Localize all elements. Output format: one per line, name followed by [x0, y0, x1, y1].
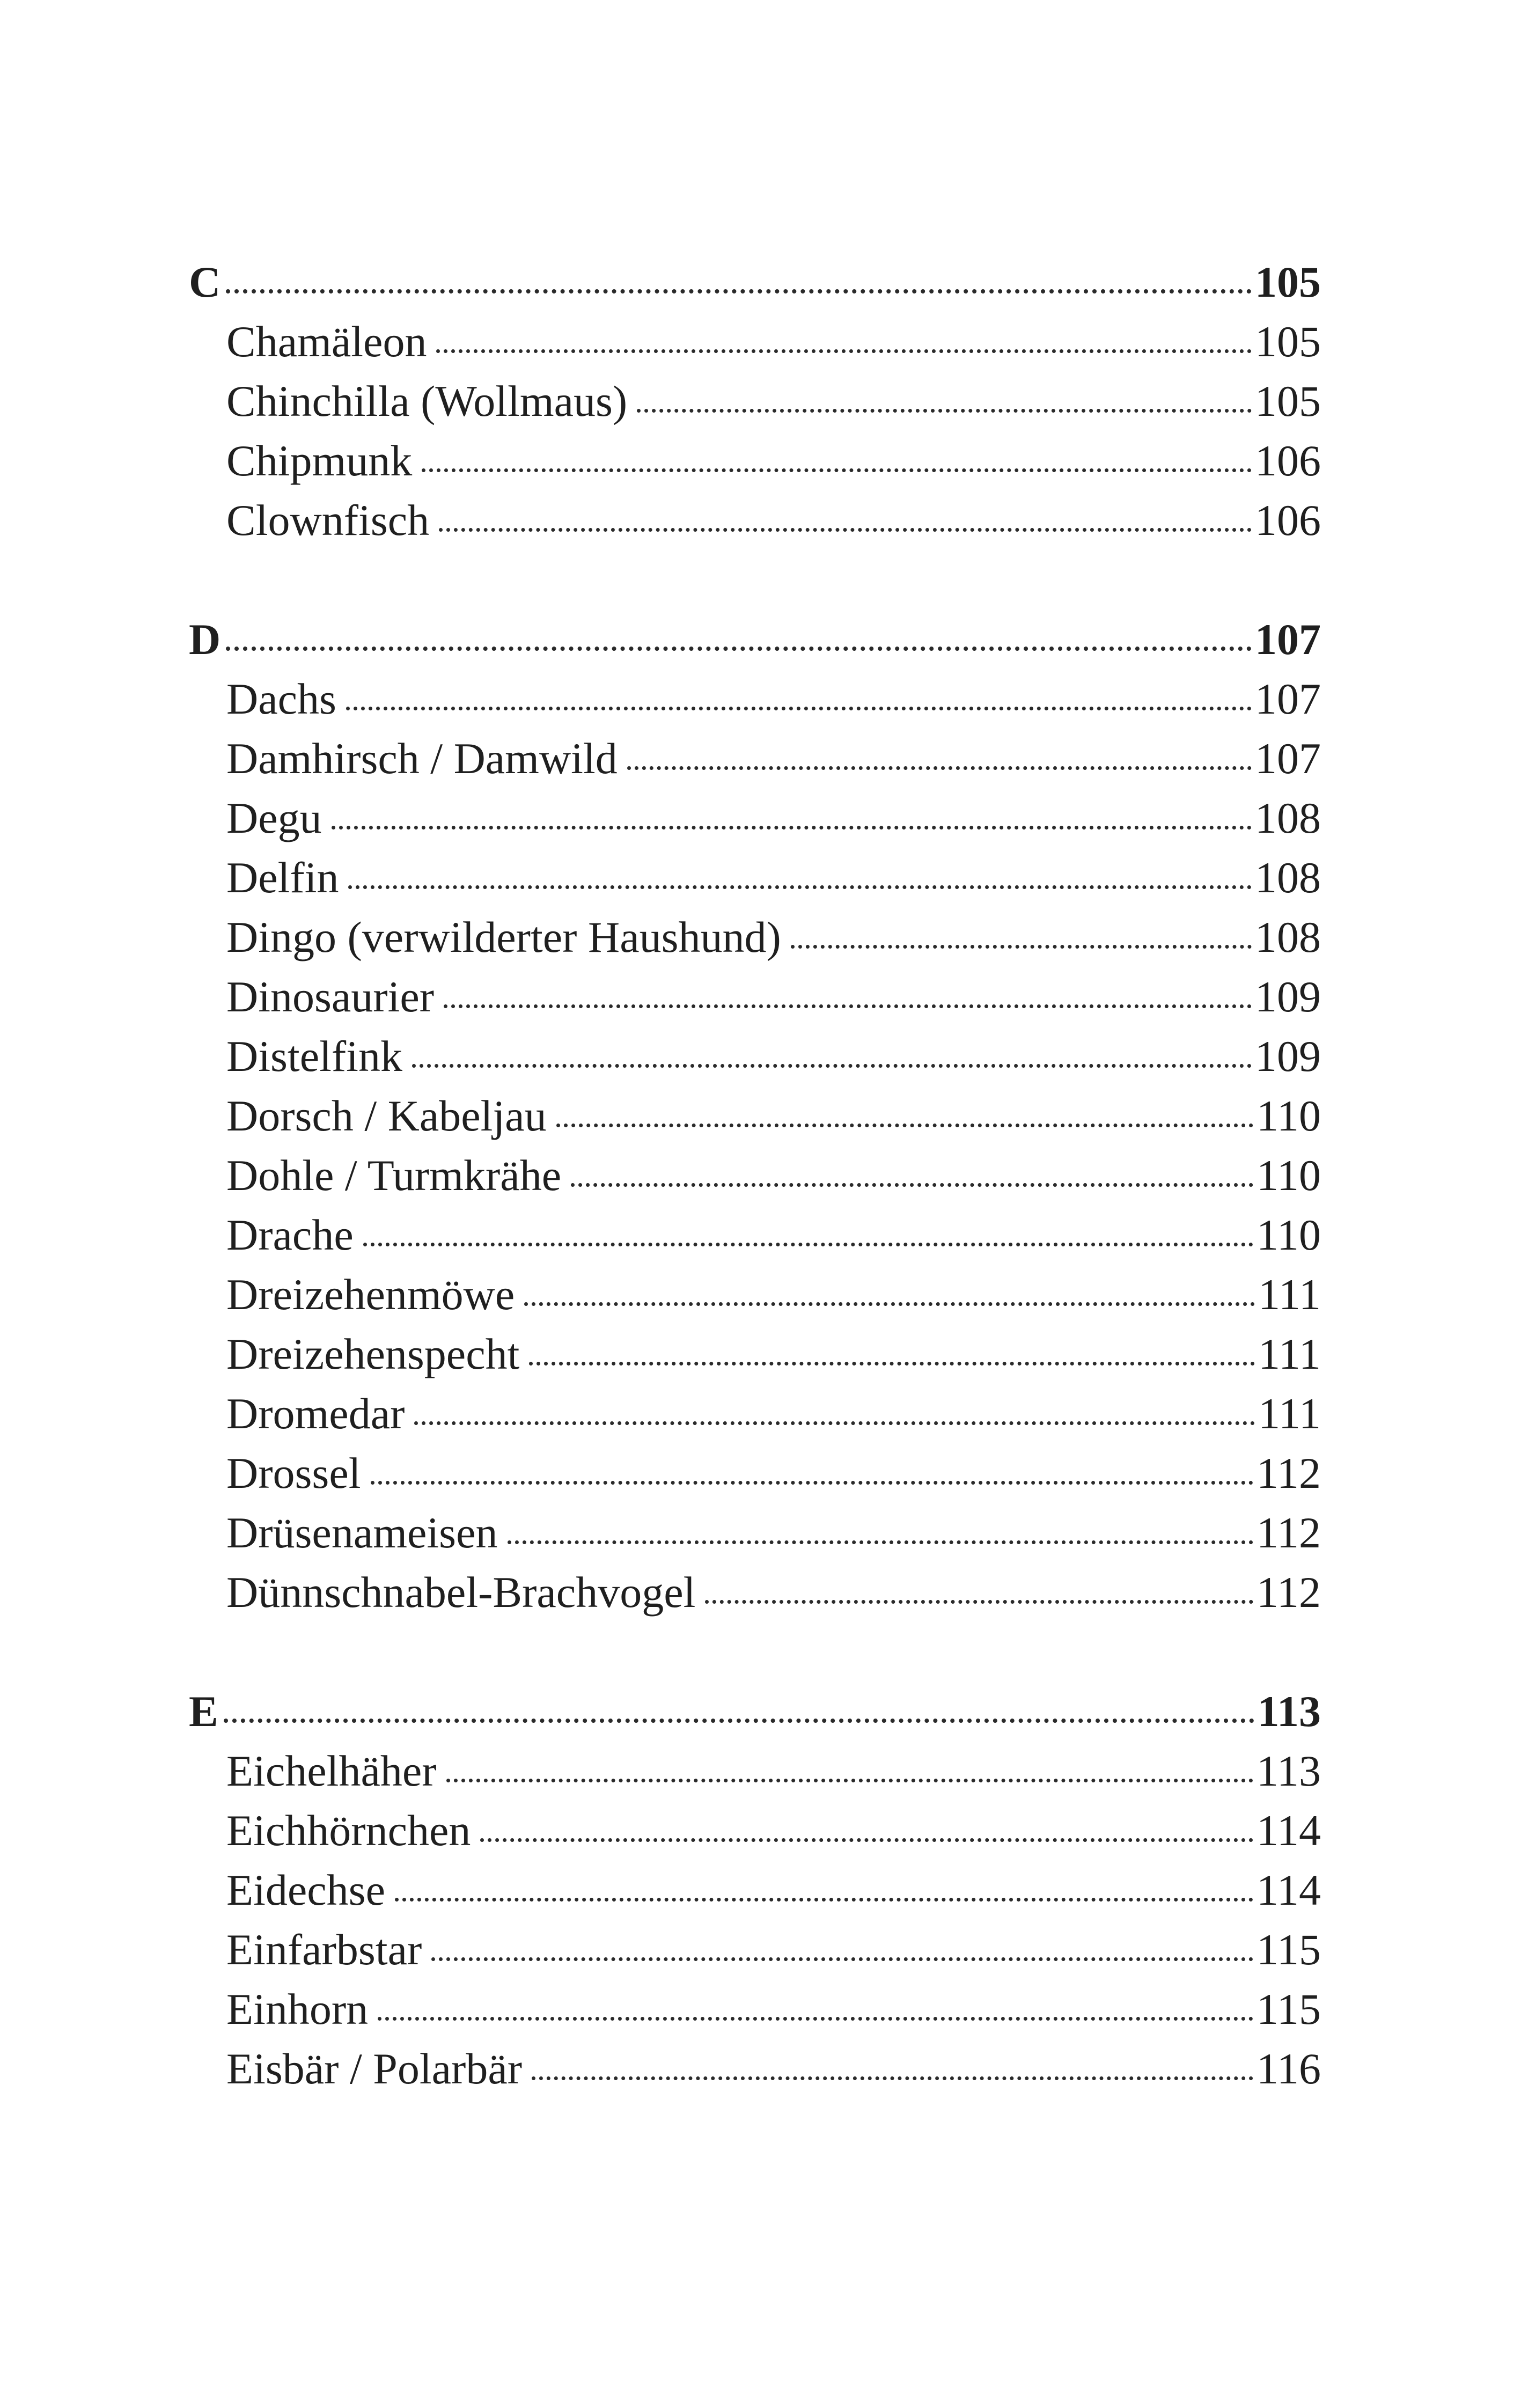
entry-label: Eichelhäher [226, 1746, 437, 1795]
dot-leader [637, 409, 1252, 413]
entry-label: Einfarbstar [226, 1925, 422, 1974]
entry-label: Dohle / Turmkrähe [226, 1151, 562, 1200]
toc-entry[interactable] [189, 907, 1321, 967]
toc-entry[interactable] [189, 1443, 1321, 1503]
entry-page-number: 106 [1255, 496, 1321, 545]
section-heading[interactable] [189, 1682, 1321, 1741]
entry-page-number: 112 [1257, 1508, 1321, 1557]
entry-label: Drache [226, 1210, 354, 1259]
toc-entry[interactable] [189, 1979, 1321, 2039]
entry-page-number: 109 [1255, 1032, 1321, 1081]
dot-leader [431, 1957, 1253, 1961]
entry-label: Dreizehenspecht [226, 1330, 520, 1378]
entry-page-number: 114 [1257, 1866, 1321, 1914]
toc-section [189, 252, 1321, 550]
section-heading[interactable] [189, 610, 1321, 669]
section-page-number: 113 [1257, 1687, 1321, 1736]
entry-label: Damhirsch / Damwild [226, 734, 618, 783]
entry-page-number: 109 [1255, 972, 1321, 1021]
entry-label: Distelfink [226, 1032, 402, 1081]
dot-leader [395, 1898, 1253, 1902]
dot-leader [627, 766, 1252, 770]
dot-leader [371, 1481, 1254, 1485]
dot-leader [414, 1421, 1255, 1425]
dot-leader [363, 1243, 1253, 1246]
entry-label: Dünnschnabel-Brachvogel [226, 1568, 696, 1617]
entry-page-number: 112 [1257, 1568, 1321, 1617]
toc-entry[interactable] [189, 1562, 1321, 1622]
entry-page-number: 113 [1257, 1746, 1321, 1795]
dot-leader [532, 2076, 1253, 2080]
dot-leader [224, 1719, 1254, 1723]
entry-page-number: 108 [1255, 794, 1321, 842]
toc-entry[interactable] [189, 1384, 1321, 1443]
entry-page-number: 105 [1255, 317, 1321, 366]
entry-label: Einhorn [226, 1985, 369, 2033]
toc-entry[interactable] [189, 1086, 1321, 1146]
toc-entry[interactable] [189, 669, 1321, 729]
dot-leader [524, 1302, 1255, 1306]
entry-page-number: 112 [1257, 1449, 1321, 1497]
entry-label: Eichhörnchen [226, 1806, 471, 1855]
dot-leader [444, 1004, 1252, 1008]
toc-entry[interactable] [189, 431, 1321, 490]
dot-leader [378, 2017, 1253, 2021]
dot-leader [446, 1779, 1253, 1782]
entry-page-number: 105 [1255, 377, 1321, 425]
entry-page-number: 110 [1257, 1210, 1321, 1259]
entry-page-number: 110 [1257, 1091, 1321, 1140]
entry-label: Clownfisch [226, 496, 430, 545]
toc-entry[interactable] [189, 1801, 1321, 1860]
dot-leader [556, 1124, 1253, 1127]
toc-entry[interactable] [189, 967, 1321, 1026]
dot-leader [226, 289, 1252, 293]
dot-leader [332, 826, 1252, 829]
dot-leader [791, 945, 1252, 949]
entry-page-number: 111 [1258, 1270, 1321, 1319]
dot-leader [348, 885, 1252, 889]
toc-entry[interactable] [189, 1860, 1321, 1920]
entry-page-number: 114 [1257, 1806, 1321, 1855]
entry-page-number: 108 [1255, 913, 1321, 961]
dot-leader [226, 647, 1252, 651]
entry-label: Chipmunk [226, 436, 413, 485]
table-of-contents [189, 252, 1321, 2158]
section-page-number: 107 [1255, 615, 1321, 664]
entry-page-number: 116 [1257, 2044, 1321, 2093]
dot-leader [422, 468, 1252, 472]
toc-entry[interactable] [189, 848, 1321, 907]
section-heading[interactable] [189, 252, 1321, 312]
toc-entry[interactable] [189, 1324, 1321, 1384]
toc-entry[interactable] [189, 371, 1321, 431]
entry-label: Drüsenameisen [226, 1508, 498, 1557]
entry-label: Dreizehenmöwe [226, 1270, 515, 1319]
dot-leader [529, 1362, 1255, 1365]
dot-leader [705, 1600, 1253, 1604]
dot-leader [346, 707, 1252, 710]
entry-page-number: 106 [1255, 436, 1321, 485]
entry-page-number: 108 [1255, 853, 1321, 902]
entry-page-number: 110 [1257, 1151, 1321, 1200]
toc-entry[interactable] [189, 490, 1321, 550]
section-letter: D [189, 615, 221, 664]
toc-entry[interactable] [189, 1265, 1321, 1324]
toc-entry[interactable] [189, 1146, 1321, 1205]
section-letter: E [189, 1687, 218, 1736]
dot-leader [571, 1183, 1253, 1187]
section-page-number: 105 [1255, 258, 1321, 306]
entry-page-number: 115 [1257, 1925, 1321, 1974]
entry-label: Degu [226, 794, 322, 842]
entry-label: Dinosaurier [226, 972, 435, 1021]
entry-page-number: 111 [1258, 1330, 1321, 1378]
toc-entry[interactable] [189, 312, 1321, 371]
entry-label: Chamäleon [226, 317, 427, 366]
toc-entry[interactable] [189, 1920, 1321, 1979]
dot-leader [412, 1064, 1252, 1068]
toc-entry[interactable] [189, 1741, 1321, 1801]
entry-label: Dingo (verwilderter Haushund) [226, 913, 781, 961]
dot-leader [480, 1838, 1253, 1842]
toc-entry[interactable] [189, 788, 1321, 848]
toc-section [189, 1682, 1321, 2098]
entry-label: Dorsch / Kabeljau [226, 1091, 547, 1140]
toc-section [189, 610, 1321, 1622]
entry-label: Eisbär / Polarbär [226, 2044, 523, 2093]
entry-label: Eidechse [226, 1866, 385, 1914]
toc-entry[interactable] [189, 2039, 1321, 2098]
dot-leader [439, 528, 1252, 532]
toc-entry[interactable] [189, 1205, 1321, 1265]
entry-label: Delfin [226, 853, 339, 902]
entry-label: Drossel [226, 1449, 361, 1497]
dot-leader [508, 1540, 1254, 1544]
entry-label: Dachs [226, 674, 336, 723]
toc-entry[interactable] [189, 1503, 1321, 1562]
section-letter: C [189, 258, 221, 306]
dot-leader [436, 349, 1252, 353]
entry-label: Dromedar [226, 1389, 405, 1438]
entry-page-number: 107 [1255, 674, 1321, 723]
toc-entry[interactable] [189, 729, 1321, 788]
entry-page-number: 107 [1255, 734, 1321, 783]
entry-page-number: 115 [1257, 1985, 1321, 2033]
entry-label: Chinchilla (Wollmaus) [226, 377, 628, 425]
entry-page-number: 111 [1258, 1389, 1321, 1438]
toc-entry[interactable] [189, 1026, 1321, 1086]
